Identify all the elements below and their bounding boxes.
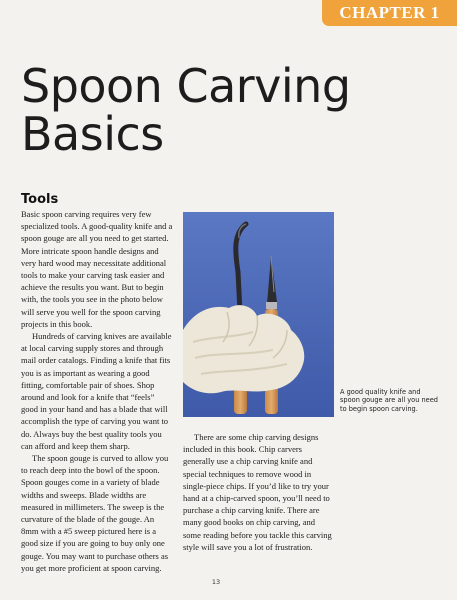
paragraph-knives: Hundreds of carving knives are available at local carving supply stores and through mail order catalogs. Finding a knife that fits you is as important as wearing a good fitting, comfortable pair of shoes. Shop around and look for a knife that “feels” good in your hand and has a blade that will accomplish the type of carving you want to do. Always buy the best quality tools you can afford and keep them sharp. [21, 331, 172, 451]
paragraph-chip-carving: There are some chip carving designs included in this book. Chip carvers generally use a chip carving knife and special techniques to remove wood in single-piece chips. If you’d like to try your hand at a chip-carved spoon, you’ll need to purchase a chip carving knife. There are many good books on chip carving, and some reading before you tackle this carving style will save you a lot of frustration. [183, 432, 332, 552]
tools-photo [183, 212, 334, 417]
page-title: Spoon Carving Basics [21, 59, 351, 161]
paragraph-intro: Basic spoon carving requires very few specialized tools. A good-quality knife and a spoon gouge are all you need to get started. More intricate spoon handle designs and very hard wood may necessitate additional tools to make your carving task easier and achieve the results you want. But to begin with, the tools you see in the photo below will serve you well for the spoon carving projects in this book. [21, 209, 173, 329]
left-text-column [21, 208, 173, 574]
chapter-tab: CHAPTER 1 [322, 0, 457, 26]
photo-caption: A good quality knife and spoon gouge are all you need to begin spoon carving. [340, 388, 438, 413]
section-heading: Tools [21, 192, 59, 207]
paragraph-gouge: The spoon gouge is curved to allow you to reach deep into the bowl of the spoon. Spoon gouges come in a variety of blade widths and sweeps. Blade widths are measured in millimeters. The sweep is the curvature of the blade of the gouge. An 8mm with a #5 sweep pictured here is a good size if you are going to buy only one gouge. You may want to purchase others as you get more proficient at spoon carving. [21, 453, 169, 573]
page-number: 13 [211, 578, 221, 586]
right-text-column [183, 431, 333, 553]
